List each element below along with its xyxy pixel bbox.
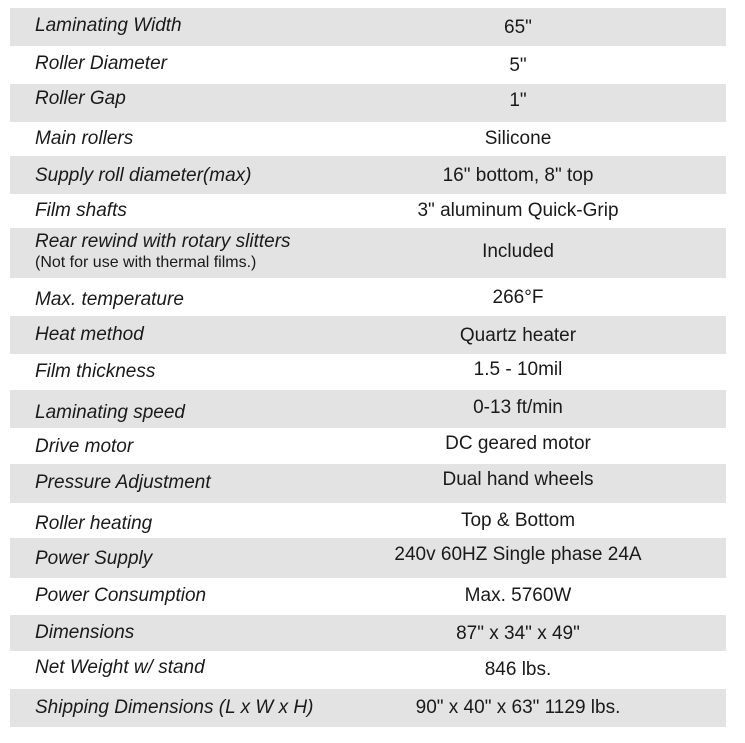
spec-value: 87" x 34" x 49" bbox=[456, 623, 580, 644]
spec-row-dimensions bbox=[10, 615, 726, 651]
spec-label: Supply roll diameter(max) bbox=[35, 165, 252, 186]
spec-row-net-weight bbox=[10, 651, 726, 689]
spec-value: 90" x 40" x 63" 1129 lbs. bbox=[415, 697, 621, 718]
spec-row-power-supply bbox=[10, 538, 726, 578]
spec-row-heat-method bbox=[10, 316, 726, 354]
spec-label-main: Rear rewind with rotary slitters bbox=[35, 231, 291, 252]
spec-row-pressure-adjustment bbox=[10, 464, 726, 503]
spec-row-roller-gap bbox=[10, 84, 726, 122]
spec-label: Film shafts bbox=[35, 200, 127, 221]
spec-value: 266°F bbox=[492, 287, 544, 308]
spec-row-laminating-width bbox=[10, 8, 726, 46]
spec-label: Shipping Dimensions (L x W x H) bbox=[35, 697, 314, 718]
spec-value: Max. 5760W bbox=[464, 585, 572, 606]
spec-row-film-shafts bbox=[10, 194, 726, 228]
spec-value: 1.5 - 10mil bbox=[473, 359, 563, 380]
spec-label: Drive motor bbox=[35, 436, 134, 457]
spec-value: 5" bbox=[509, 55, 527, 76]
spec-label: Power Supply bbox=[35, 548, 153, 569]
spec-label bbox=[35, 231, 291, 273]
spec-table bbox=[10, 8, 726, 727]
spec-label: Roller heating bbox=[35, 513, 153, 534]
spec-value: 3" aluminum Quick-Grip bbox=[417, 200, 619, 221]
spec-value: 1" bbox=[509, 90, 527, 111]
spec-row-roller-diameter bbox=[10, 46, 726, 84]
spec-label: Film thickness bbox=[35, 361, 156, 382]
spec-label: Dimensions bbox=[35, 622, 135, 643]
spec-value: Included bbox=[482, 241, 554, 262]
spec-row-supply-roll-diameter bbox=[10, 156, 726, 194]
spec-value: 846 lbs. bbox=[484, 659, 552, 680]
spec-value: Silicone bbox=[484, 128, 552, 149]
spec-value: Top & Bottom bbox=[460, 510, 576, 531]
spec-label: Roller Gap bbox=[35, 88, 126, 109]
spec-value: 16" bottom, 8" top bbox=[442, 165, 594, 186]
spec-value: Dual hand wheels bbox=[442, 469, 594, 490]
spec-row-roller-heating bbox=[10, 503, 726, 538]
spec-value: Quartz heater bbox=[459, 325, 577, 346]
spec-label: Max. temperature bbox=[35, 289, 184, 310]
spec-label: Laminating Width bbox=[35, 15, 182, 36]
spec-row-max-temperature bbox=[10, 278, 726, 316]
spec-label: Heat method bbox=[35, 324, 144, 345]
spec-row-laminating-speed bbox=[10, 390, 726, 428]
spec-value: 0-13 ft/min bbox=[473, 397, 563, 418]
spec-value: 65" bbox=[504, 17, 532, 38]
spec-row-rear-rewind bbox=[10, 228, 726, 278]
spec-label: Power Consumption bbox=[35, 585, 207, 606]
spec-label: Main rollers bbox=[35, 128, 134, 149]
spec-row-shipping-dimensions bbox=[10, 689, 726, 727]
spec-row-power-consumption bbox=[10, 578, 726, 615]
spec-label: Pressure Adjustment bbox=[35, 472, 211, 493]
spec-value: 240v 60HZ Single phase 24A bbox=[394, 544, 642, 565]
spec-label-note: (Not for use with thermal films.) bbox=[35, 254, 257, 271]
spec-row-main-rollers bbox=[10, 122, 726, 156]
spec-label: Laminating speed bbox=[35, 402, 185, 423]
spec-label: Net Weight w/ stand bbox=[35, 657, 205, 678]
spec-row-film-thickness bbox=[10, 354, 726, 390]
spec-label: Roller Diameter bbox=[35, 53, 167, 74]
spec-row-drive-motor bbox=[10, 428, 726, 464]
spec-value: DC geared motor bbox=[445, 433, 591, 454]
